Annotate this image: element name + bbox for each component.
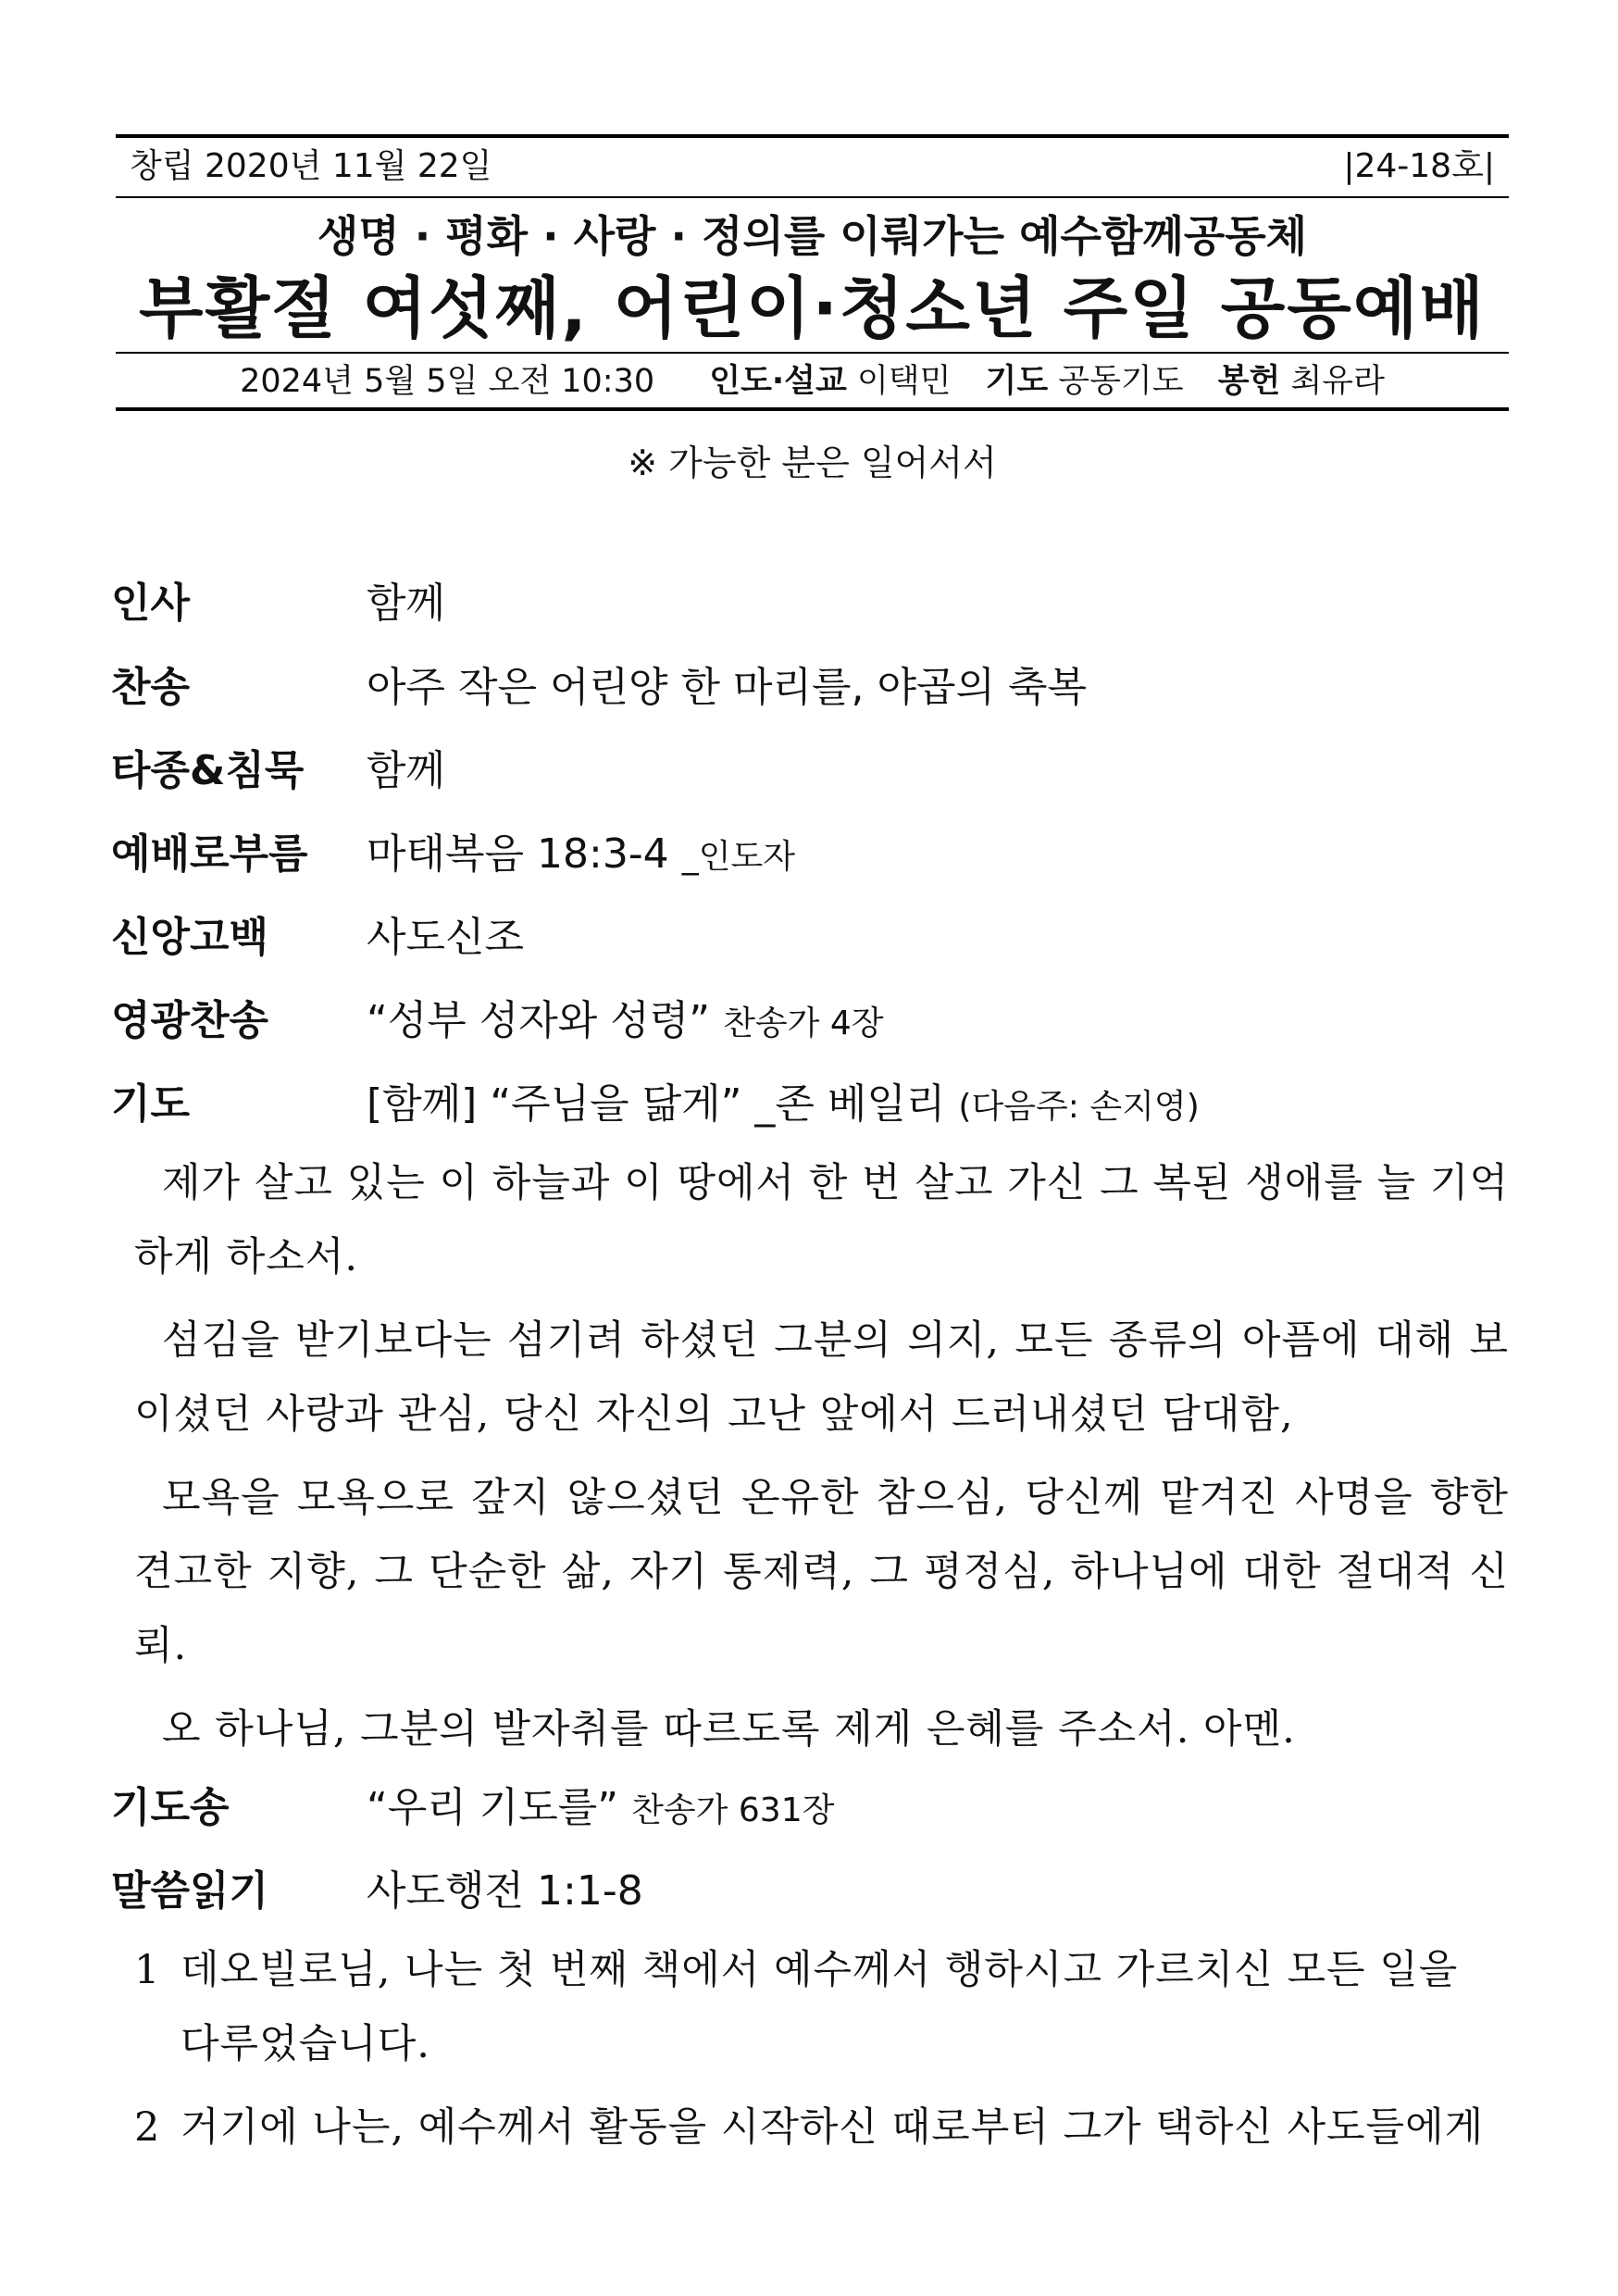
order-label: 예배로부름 xyxy=(111,830,308,878)
order-label: 기도 xyxy=(111,1080,191,1128)
masthead-meta xyxy=(130,139,1495,194)
issue-number: |24-18호| xyxy=(1343,147,1495,185)
service-datetime: 2024년 5월 5일 오전 10:30 xyxy=(240,363,655,400)
order-extra: (다음주: 손지영) xyxy=(958,1088,1200,1126)
community-subtitle: 생명 · 평화 · 사랑 · 정의를 이뤄가는 예수함께공동체 xyxy=(317,211,1308,261)
founded-date: 창립 2020년 11월 22일 xyxy=(130,147,492,185)
order-content xyxy=(367,1067,1200,1144)
order-content xyxy=(367,1771,834,1848)
verse-text: 거기에 나는, 예수께서 활동을 시작하신 때로부터 그가 택하신 사도들에게 xyxy=(180,2104,1485,2151)
order-main: “성부 성자와 성령” xyxy=(367,997,711,1044)
order-content: 함께 xyxy=(367,747,446,794)
order-item-greeting xyxy=(111,567,1518,641)
offering-name: 최유라 xyxy=(1290,363,1385,400)
order-content: 함께 xyxy=(367,580,446,627)
order-main: “우리 기도를” xyxy=(367,1784,619,1831)
verse-continuation: 다루었습니다. xyxy=(180,2021,430,2067)
service-title: 부활절 여섯째, 어린이·청소년 주일 공동예배 xyxy=(139,269,1486,347)
order-item-doxology xyxy=(111,984,1518,1058)
order-content xyxy=(367,984,884,1061)
standing-note: ※ 가능한 분은 일어서서 xyxy=(628,443,997,483)
prayer-label: 기도 xyxy=(985,363,1049,400)
order-item-call-to-worship xyxy=(111,817,1518,892)
scripture-verse-1 xyxy=(134,1933,1509,2081)
leader-name: 이택민 xyxy=(856,363,952,400)
order-label: 기도송 xyxy=(111,1784,230,1831)
scripture-verse-2 xyxy=(134,2090,1509,2165)
order-item-prayer-song xyxy=(111,1771,1518,1845)
prayer-paragraph-4: 오 하나님, 그분의 발자취를 따르도록 제게 은혜를 주소서. 아멘. xyxy=(162,1706,1296,1753)
leader-label: 인도·설교 xyxy=(709,363,847,400)
verse-number: 1 xyxy=(134,1947,161,1993)
order-item-creed xyxy=(111,901,1518,975)
order-main: [함께] “주님을 닮게” _존 베일리 xyxy=(367,1080,946,1128)
order-content: 아주 작은 어린양 한 마리를, 야곱의 축복 xyxy=(367,664,1087,711)
header-rule-2 xyxy=(116,196,1509,198)
prayer-paragraph-1: 제가 살고 있는 이 하늘과 이 땅에서 한 번 살고 가신 그 복된 생애를 늘 기억하게 하소서. xyxy=(134,1160,1509,1280)
order-extra: 찬송가 631장 xyxy=(631,1791,835,1829)
order-content: 사도신조 xyxy=(367,914,525,961)
order-main: 마태복음 18:3-4 xyxy=(367,830,669,878)
order-content xyxy=(367,817,795,894)
order-item-scripture xyxy=(111,1854,1518,1928)
order-extra: 찬송가 4장 xyxy=(723,1004,884,1042)
order-item-prayer xyxy=(111,1067,1518,1142)
service-info xyxy=(116,356,1509,407)
order-item-bell-silence xyxy=(111,734,1518,808)
order-extra: _인도자 xyxy=(681,838,796,876)
order-label: 말씀읽기 xyxy=(111,1867,269,1915)
order-label: 타종&침묵 xyxy=(111,747,305,794)
header-top-rule xyxy=(116,134,1509,138)
order-content: 사도행전 1:1-8 xyxy=(367,1867,643,1915)
verse-number: 2 xyxy=(134,2104,161,2151)
offering-label: 봉헌 xyxy=(1217,363,1281,400)
verse-text: 데오빌로님, 나는 첫 번째 책에서 예수께서 행하시고 가르치신 모든 일을 xyxy=(180,1947,1459,1993)
order-label: 신앙고백 xyxy=(111,914,269,961)
order-label: 영광찬송 xyxy=(111,997,269,1044)
prayer-paragraph-2: 섬김을 받기보다는 섬기려 하셨던 그분의 의지, 모든 종류의 아픔에 대해 보이셨던 사랑과 관심, 당신 자신의 고난 앞에서 드러내셨던 담대함, xyxy=(134,1317,1509,1438)
order-label: 인사 xyxy=(111,580,191,627)
header-rule-3 xyxy=(116,352,1509,354)
prayer-name: 공동기도 xyxy=(1058,363,1184,400)
header-bottom-rule xyxy=(116,407,1509,411)
order-label: 찬송 xyxy=(111,664,191,711)
order-item-hymn xyxy=(111,651,1518,725)
prayer-paragraph-3: 모욕을 모욕으로 갚지 않으셨던 온유한 참으심, 당신께 맡겨진 사명을 향한 견고한 지향, 그 단순한 삶, 자기 통제력, 그 평정심, 하나님에 대한 절대적 신뢰. xyxy=(134,1475,1509,1669)
